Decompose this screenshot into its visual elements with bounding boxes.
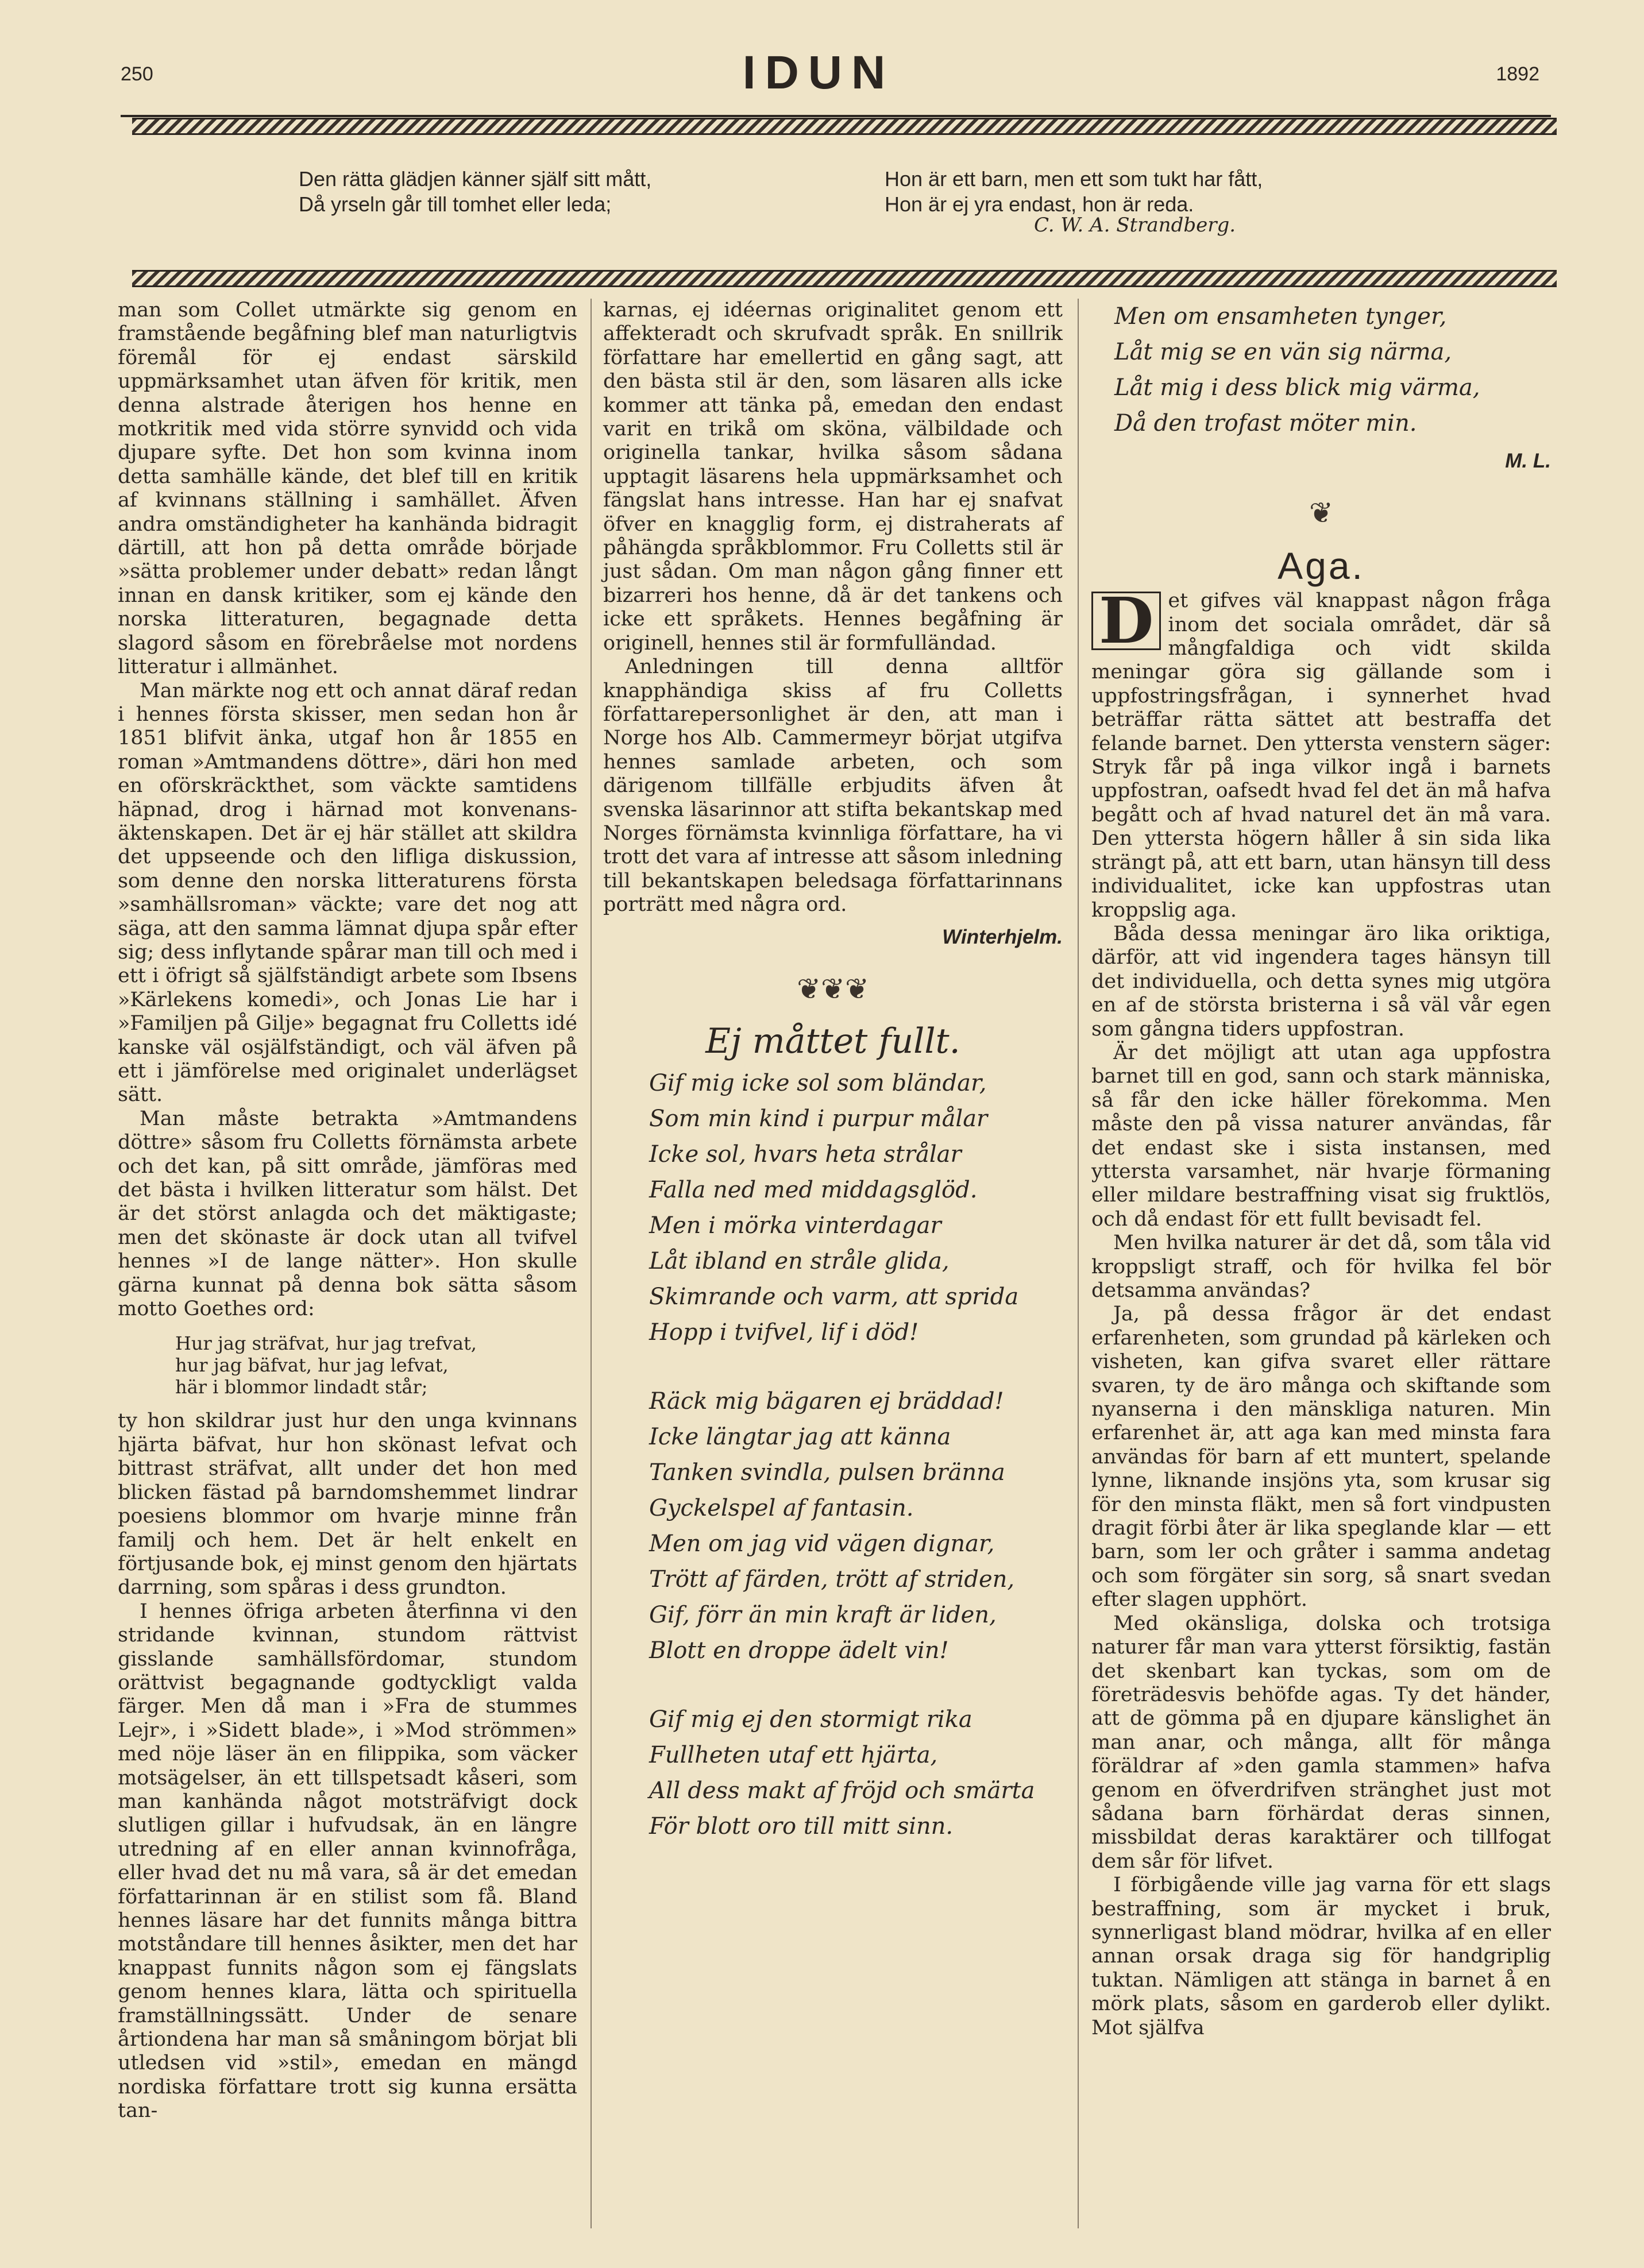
column-rule	[591, 299, 592, 2228]
page-number: 250	[121, 63, 153, 85]
quote-line: hur jag bäfvat, hur jag lefvat,	[175, 1354, 449, 1377]
paragraph-text: et gifves väl knappast någon fråga inom det sociala området, där så mångfaldiga och vidt skilda meningar göra sig gällande som i uppfostringsfrågan, i synnerhet hvad beträffar rätta sättet att bestraffa det felande barnet. Den yttersta venstern säger: Stryk får på inga vilkor ingå i barnets uppfostran, oafsedt hvad fel det än må hafva begått och af hvad naturel det än må vara. Den yttersta högern håller å sin sida lika strängt på, att ett barn, utan hänsyn till dess individualitet, icke kan uppfostras utan kroppslig aga.	[1091, 589, 1551, 922]
epigraph-left	[299, 167, 651, 217]
poem-line: Tanken svindla, pulsen bränna	[649, 1459, 1005, 1486]
paragraph: man som Collet utmärkte sig genom en framstående begåfning blef man naturligtvis föremål för ej endast särskild uppmärksamhet utan äfven för kritik, men denna alstrade återigen hos henne en motkritik med vida större synvidd och vida djupare syfte. Det hon som kvinna inom detta samhälle kände, det blef till en kritik af kvinnans ställning i samhället. Äfven andra omständigheter ha kanhända bidragit därtill, att hon på detta område började »sätta problemer under debatt» redan långt innan en dansk kritiker, som ej kände den norska litteraturen, begagnade detta slagord såsom en förebråelse mot nordens litteratur i allmänhet.	[118, 299, 577, 679]
poem-line: Låt mig se en vän sig närma,	[1114, 339, 1452, 365]
stanza	[603, 1065, 1063, 1350]
paragraph	[1091, 584, 1551, 922]
poem-signature: M. L.	[1505, 450, 1551, 472]
poem	[603, 1065, 1063, 1844]
poem-line: Hopp i tvifvel, lif i död!	[649, 1319, 919, 1346]
poem-line: Gif, förr än min kraft är liden,	[649, 1601, 997, 1628]
drop-cap: D	[1091, 592, 1161, 650]
poem-line: Låt ibland en stråle glida,	[649, 1247, 950, 1274]
column-2	[603, 299, 1063, 1877]
ornamental-border-top	[132, 118, 1557, 135]
ornament-icon: ❦❦❦	[797, 972, 869, 1006]
poem-line: Skimrande och varm, att sprida	[649, 1283, 1019, 1310]
poem-line: Räck mig bägaren ej bräddad!	[649, 1388, 1004, 1415]
epigraph-line: Hon är ett barn, men ett som tukt har fått,	[885, 167, 1263, 191]
poem-line: Gif mig icke sol som bländar,	[649, 1069, 987, 1096]
poem-line: För blott oro till mitt sinn.	[649, 1813, 954, 1840]
year: 1892	[1496, 63, 1539, 85]
paragraph: I hennes öfriga arbeten återfinna vi den stridande kvinnan, stundom rättvist gisslande samhällsfördomar, stundom orättvist begagnande godtyckligt valda färger. Men då man i »Fra de stummes Lejr», i »Sidett blade», i »Mod strömmen» med nöje läser än en filippika, som väcker motsägelser, än ett tillspetsadt kåseri, som man kanhända något motsträfvigt dock slutligen gillar i hufvudsak, än en längre utredning af en eller annan kvinnofråga, eller hvad det nu må vara, så är det emedan författarinnan är en stilist som få. Bland hennes läsare har det funnits många bittra motståndare till hennes åsikter, men det har knappast funnits någon som ej fängslats genom hennes klara, lätta och spirituella framställningssätt. Under de senare årtiondena har man så småningom börjat bli utledsen vid »stil», emedan en mängd nordiska författare trott sig kunna ersätta tan-	[118, 1599, 577, 2123]
paragraph: Anledningen till denna alltför knapphändiga skiss af fru Colletts författarepersonlighet är den, att man i Norge hos Alb. Cammermeyr börjat utgifva hennes samlade arbeten, och som därigenom tillfälle erbjudits äfven åt svenska läsarinnor att stifta bekantskap med Norges förnämsta kvinnliga författare, ha vi trott det vara af intresse att såsom inledning till bekantskapen beledsaga författarinnans porträtt med några ord.	[603, 655, 1063, 917]
poem-line: Trött af färden, trött af striden,	[649, 1566, 1015, 1593]
poem-line: Falla ned med middagsglöd.	[649, 1176, 978, 1203]
poem-line: Blott en droppe ädelt vin!	[649, 1637, 949, 1664]
quote-line: här i blommor lindadt står;	[175, 1376, 428, 1398]
paragraph: Båda dessa meningar äro lika oriktiga, därför, att vid ingendera tages hänsyn till det individuella, och detta synes mig utgöra en af de största bristerna i så väl vår egen som gångna tiders uppfostran.	[1091, 922, 1551, 1041]
column-1	[118, 299, 577, 2123]
column-rule	[1078, 299, 1079, 2228]
paragraph: Ja, på dessa frågor är det endast erfarenheten, som grundad på kärleken och visheten, kan gifva svaret eller rättare svaren, ty de äro många och skiftande som nyanserna i den mänskliga naturen. Min erfarenhet är, att aga kan med minsta fara användas för barn af ett muntert, spelande lynne, liknande insjöns yta, som krusar sig för den minsta fläkt, men så fort vindpusten dragit förbi åter är lika speglande klar — ett barn, som ler och gråter i samma andetag och som förgäter sin sorg, så snart svedan efter slagen upphört.	[1091, 1303, 1551, 1612]
goethe-quote	[175, 1332, 577, 1398]
epigraph-line: Då yrseln går till tomhet eller leda;	[299, 192, 612, 216]
epigraph-author: C. W. A. Strandberg.	[1034, 214, 1236, 237]
poem-line: All dess makt af fröjd och smärta	[649, 1777, 1035, 1804]
paragraph: ty hon skildrar just hur den unga kvinnans hjärta bäfvat, hur hon skönast lefvat och bittrast sträfvat, allt under det hon med blicken fästad på barndomshemmet lindrar poesiens blommor om hvarje minne från familj och hem. Det är helt enkelt en förtjusande bok, ej minst genom den hjärtats darrning, som spåras i dess grundton.	[118, 1409, 577, 1599]
paragraph: I förbigående ville jag varna för ett slags bestraffning, som är mycket i bruk, synnerligast bland mödrar, hvilka af en eller annan orsak draga sig för handgriplig tuktan. Nämligen att stänga in barnet å en mörk plats, såsom en garderob eller dylikt. Mot själfva	[1091, 1873, 1551, 2039]
poem-line: Som min kind i purpur målar	[649, 1105, 988, 1132]
column-3	[1091, 299, 1551, 2040]
poem-line: Men i mörka vinterdagar	[649, 1212, 941, 1239]
article-signature: Winterhjelm.	[942, 925, 1063, 948]
epigraph-line: Hon är ej yra endast, hon är reda.	[885, 192, 1194, 216]
paragraph: Med okänsliga, dolska och trotsiga naturer får man vara ytterst försiktig, fastän det skenbart kan tyckas, som om de företrädesvis behöfde agas. Ty det händer, att de gömma på en djupare känslighet än man anar, och många, allt för många föräldrar af »den gamla stammen» hafva genom en öfverdrifven stränghet just mot sådana barn förhärdat deras sinnen, missbildat deras karaktärer och tillfogat dem sår för lifvet.	[1091, 1612, 1551, 1873]
paragraph: Man måste betrakta »Amtmandens döttre» såsom fru Colletts förnämsta arbete och det kan, på sitt område, jämföras med det bästa i hvilken litteratur som hälst. Det är det störst anlagda och det mäktigaste; men det skönaste är dock utan all tvifvel hennes »I de lange nätter». Hon skulle gärna kunnat på denna bok sätta såsom motto Goethes ord:	[118, 1107, 577, 1321]
paragraph: Men hvilka naturer är det då, som tåla vid kroppsligt straff, och för hvilka fel bör detsamma användas?	[1091, 1231, 1551, 1302]
quote-line: Hur jag sträfvat, hur jag trefvat,	[175, 1332, 477, 1355]
poem-line: Fullheten utaf ett hjärta,	[649, 1741, 938, 1768]
ornament-icon: ❦	[1309, 496, 1333, 530]
stanza	[603, 1384, 1063, 1668]
paragraph: Är det möjligt att utan aga uppfostra barnet till en god, sann och stark människa, så får den icke häller förekomma. Men måste den på vissa naturer användas, får det endast ske i sista instansen, med yttersta varsamhet, när hvarje förmaning eller mildare bestraffning visat sig fruktlös, och då endast för ett fullt bevisadt fel.	[1091, 1041, 1551, 1231]
poem-continuation	[1091, 299, 1551, 441]
header-rule	[121, 115, 1551, 117]
poem-line: Då den trofast möter min.	[1114, 410, 1417, 436]
poem-line: Icke längtar jag att känna	[649, 1423, 951, 1450]
poem-title: Ej måttet fullt.	[705, 1021, 960, 1062]
poem-line: Gyckelspel af fantasin.	[649, 1494, 914, 1521]
stanza	[603, 1702, 1063, 1844]
paragraph: karnas, ej idéernas originalitet genom ett affekteradt och skrufvadt språk. En snillrik författare har emellertid en gång sagt, att den bästa stil är den, som läsaren alls icke kommer att tänka på, emedan den endast varit en trikå om sköna, välbildade och originella tankar, hvilka såsom sådana upptagit läsarens hela uppmärksamhet och fängslat hans intresse. Han har ej snafvat öfver en knagglig form, ej distraherats af påhängda språkblommor. Fru Colletts stil är just sådan. Om man någon gång finner ett bizarreri hos henne, då är det tankens och icke ett språkets. Hennes begåfning är originell, hennes stil är formfulländad.	[603, 299, 1063, 655]
ornamental-border-middle	[132, 270, 1557, 287]
article-title: Aga.	[1278, 544, 1365, 587]
poem-line: Låt mig i dess blick mig värma,	[1114, 374, 1480, 401]
poem-line: Gif mig ej den stormigt rika	[649, 1706, 972, 1733]
journal-title: IDUN	[742, 47, 895, 99]
epigraph-line: Den rätta glädjen känner själf sitt mått,	[299, 167, 652, 191]
epigraph-right	[885, 167, 1263, 217]
poem-line: Men om jag vid vägen dignar,	[649, 1530, 995, 1557]
page-header	[86, 40, 1551, 98]
paragraph: Man märkte nog ett och annat däraf redan i hennes första skisser, men sedan hon år 1851 blifvit änka, utgaf hon år 1855 en roman »Amtmandens döttre», däri hon med en oförskräckthet, som väckte samtidens häpnad, drog i härnad mot konvenans-äktenskapen. Det är ej här stället att skildra det uppseende och den lifliga diskussion, som denne den norska litteraturens första »samhällsroman» väckte; vare det nog att säga, att den samma lämnat djupa spår efter sig; dess inflytande spårar man till och med i ett i öfrigt så själfständigt arbete som Ibsens »Kärlekens komedi», och Jonas Lie har i »Familjen på Gilje» begagnat fru Colletts idé kanske väl osjälfständigt, och väl äfven på ett i jämförelse med originalet underlägset sätt.	[118, 679, 577, 1107]
poem-line: Men om ensamheten tynger,	[1114, 303, 1447, 330]
poem-line: Icke sol, hvars heta strålar	[649, 1141, 962, 1168]
